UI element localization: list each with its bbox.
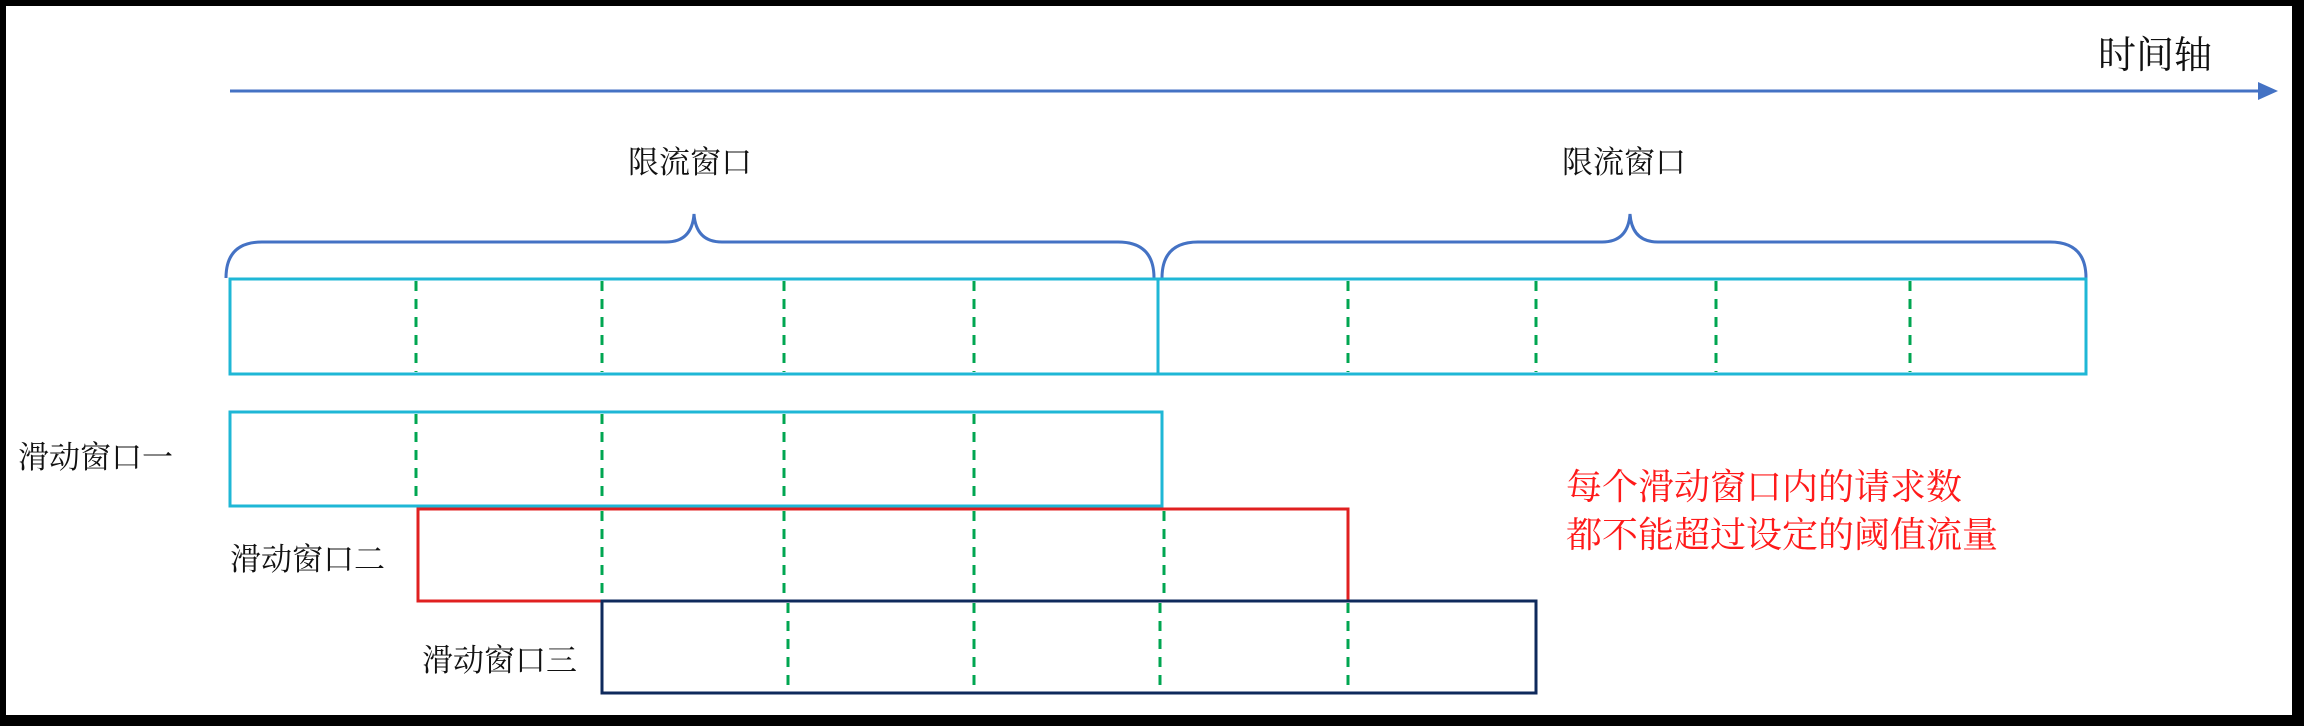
time-axis-arrowhead (2258, 82, 2278, 100)
limit-window-label-2: 限流窗口 (1562, 145, 1686, 181)
limit-window-label-1: 限流窗口 (628, 145, 752, 181)
sliding-window-2-box (418, 509, 1348, 601)
sliding-window-3-box (602, 601, 1536, 693)
note-text (1566, 464, 1998, 560)
limit-window-brace-1 (226, 214, 1154, 278)
sliding-window-3-label: 滑动窗口三 (422, 643, 577, 679)
sliding-window-2-label: 滑动窗口二 (230, 542, 385, 578)
limit-window-box-2 (1158, 279, 2086, 374)
limit-window-box-1 (230, 279, 1158, 374)
limit-window-dividers (416, 281, 1910, 372)
note-line-1: 每个滑动窗口内的请求数 (1566, 467, 1963, 508)
note-line-2: 都不能超过设定的阈值流量 (1566, 515, 1999, 556)
sliding-window-1-label: 滑动窗口一 (18, 440, 173, 476)
sliding-window-1-box (230, 412, 1162, 506)
limit-window-brace-2 (1162, 214, 2086, 278)
time-axis-label: 时间轴 (2098, 33, 2213, 77)
